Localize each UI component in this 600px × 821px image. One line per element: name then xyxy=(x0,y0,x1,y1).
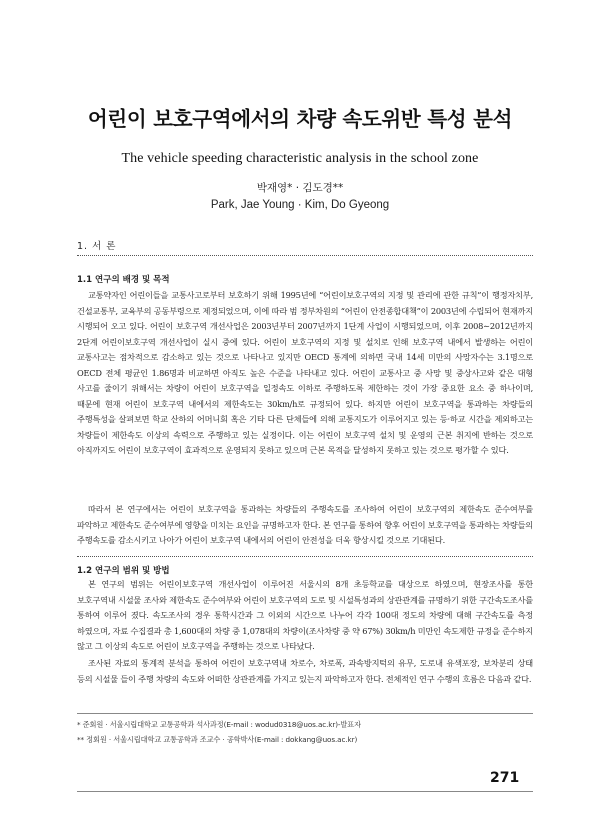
paragraph-text: 따라서 본 연구에서는 어린이 보호구역을 통과하는 차량들의 주행속도를 조사하여 어린이 보호구역의 제한속도 준수여부를 파악하고 제한속도 준수여부에 영향을 미치는 요인을 규명하고자 한다. 본 연구를 통하여 향후 어린이 보호구역을 통과하는 차량들의 주행속도를 감소시키고 나아가 어린이 보호구역 내에서의 어린이 안전성을 더욱 향상시킬 것으로 기대된다. xyxy=(77,504,533,545)
section-1-heading: 1. 서 론 xyxy=(77,241,117,252)
section-divider xyxy=(77,556,533,557)
paragraph-text: 교통약자인 어린이들을 교통사고로부터 보호하기 위해 1995년에 “어린이보호구역의 지정 및 관리에 관한 규칙”이 행정자치부, 건설교통부, 교육부의 공동부령으로 제정되었으며, 이에 따라 범 정부차원의 “어린이 안전종합대책”이 2003년에 수립되어 현재까지 시행되어 오고 있다. 어린이 보호구역 개선사업은 2003년부터 2007년까지 1단계 사업이 시행되었으며, 이후 2008∼2012년까지 2단계 어린이보호구역 개선사업이 실시 중에 있다. 어린이 보호구역의 지정 및 설치로 인해 보호구역 내에서 발생하는 어린이 교통사고는 점차적으로 감소하고 있는 것으로 나타나고 있지만 OECD 통계에 의하면 국내 14세 미만의 사망자수는 3.1명으로 OECD 전체 평균인 1.86명과 비교하면 아직도 높은 수준을 나타내고 있다. 어린이 교통사고 중 사망 및 중상사고와 같은 대형 사고를 줄이기 위해서는 차량이 어린이 보호구역을 일정속도 이하로 주행하도록 제한하는 것이 가장 중요한 요소 중 하나이며, 때문에 현재 어린이 보호구역 내에서의 제한속도는 30km/h로 규정되어 있다. 하지만 어린이 보호구역을 통과하는 차량들의 주행특성을 살펴보면 학교 산하의 어머니회 혹은 기타 다른 단체들에 의해 교통지도가 이루어지고 있는 등·하교 시간을 제외하고는 차량들이 제한속도 이상의 속력으로 주행하고 있는 실정이다. 이는 어린이 보호구역 설치 및 운영의 근본 취지에 반하는 것으로 아직까지도 어린이 보호구역이 효과적으로 운영되지 못하고 있으며 근본 목적을 달성하지 못하고 있는 것으로 평가할 수 있다. xyxy=(77,290,533,455)
page-number: 271 xyxy=(490,770,520,786)
footnote-rule xyxy=(77,713,533,714)
authors-korean: 박재영* · 김도경** xyxy=(256,182,344,194)
paragraph-text: 본 연구의 범위는 어린이보호구역 개선사업이 이루어진 서울시의 8개 초등학교를 대상으로 하였으며, 현장조사를 통한 보호구역내 시설물 조사와 제한속도 준수여부와 어린이 보호구역의 도로 및 시설특성과의 상관관계를 규명하기 위한 구간속도조사를 통하여 이루어 졌다. 속도조사의 경우 통학시간과 그 이외의 시간으로 나누어 각각 100대 정도의 차량에 대해 구간속도를 측정 하였으며, 자료 수집결과 총 1,600대의 차량 중 1,078대의 차량이(조사차량 중 약 67%) 30km/h 미만인 속도제한 규정을 준수하지 않고 그 이상의 속도로 어린이 보호구역을 주행하는 것으로 나타났다. xyxy=(77,579,533,651)
footnote-1: * 준회원 · 서울시립대학교 교통공학과 석사과정(E-mail : wodud0318@uos.ac.kr)-발표자 xyxy=(77,720,361,729)
section-1-1-paragraph-2 xyxy=(77,502,533,549)
section-1-1-heading: 1.1 연구의 배경 및 목적 xyxy=(77,275,170,285)
paragraph-text: 조사된 자료의 통계적 분석을 통하여 어린이 보호구역내 차로수, 차로폭, 과속방지턱의 유무, 도로내 유색포장, 보차분리 상태 등의 시설물 들이 주행 차량의 속도와 어떠한 상관관계를 가지고 있는지 파악하고자 한다. 전체적인 연구 수행의 흐름은 다음과 같다. xyxy=(77,658,533,684)
page-bottom-rule xyxy=(77,791,533,792)
paper-subtitle: The vehicle speeding characteristic analysis in the school zone xyxy=(121,151,479,166)
footnote-2: ** 정회원 · 서울시립대학교 교통공학과 조교수 · 공학박사(E-mail : dokkang@uos.ac.kr) xyxy=(77,735,358,744)
paper-title: 어린이 보호구역에서의 차량 속도위반 특성 분석 xyxy=(87,107,513,131)
section-1-2-heading: 1.2 연구의 범위 및 방법 xyxy=(77,566,170,576)
section-divider xyxy=(77,255,533,256)
section-1-2-paragraph-2 xyxy=(77,656,533,687)
authors-english: Park, Jae Young · Kim, Do Gyeong xyxy=(210,199,390,211)
section-1-1-paragraph-1 xyxy=(77,288,533,459)
section-1-2-paragraph-1 xyxy=(77,577,533,655)
